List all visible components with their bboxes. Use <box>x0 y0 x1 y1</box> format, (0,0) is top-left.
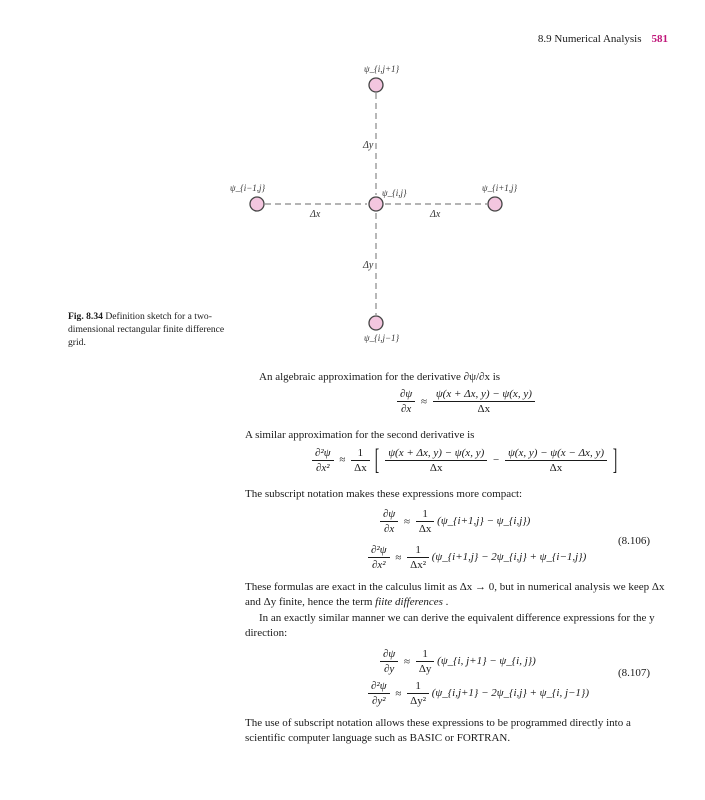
label-dy-bottom: Δy <box>363 260 374 271</box>
equation-8-106-b: $\frac{\text{∂²ψ}}{\text{∂x²}}$ ≈ $\frac{1}{\text{Δx²}}$ (ψ_{i+1,j} − 2ψ_{i,j} + ψ_{i−1,j}) <box>368 544 586 571</box>
page-number: 581 <box>651 33 668 45</box>
label-left: ψ_{i−1,j} <box>230 183 266 193</box>
caption-text: Definition sketch for a two-dimensional rectangular finite difference grid. <box>68 311 225 348</box>
label-dx-left: Δx <box>310 209 321 220</box>
grid-figure <box>0 0 705 360</box>
fraction: $\frac{\psi(x + \Delta x, y) - \psi(x, y)}{\Delta x}$ <box>433 388 535 415</box>
node-left <box>250 197 264 211</box>
label-bottom: ψ_{i,j−1} <box>364 333 400 343</box>
equation-number-8-107: (8.107) <box>618 667 651 679</box>
paragraph-1: An algebraic approximation for the derivative ∂ψ/∂x is <box>259 371 501 383</box>
node-top <box>369 78 383 92</box>
node-bottom <box>369 316 383 330</box>
equation-number-8-106: (8.106) <box>618 535 651 547</box>
equation-second-derivative: $\frac{\text{∂²ψ}}{\text{∂x²}}$ ≈ $\frac{1}{\Delta x}$ [ $\frac{\psi(x + \Delta x, y) - \psi(x, y)}{\Delta x}$ − $\frac{\psi(x, y) - \psi(x - \Delta x, y)}{\Delta x}$ ] <box>312 446 620 474</box>
label-dx-right: Δx <box>430 209 441 220</box>
italic-term: fiite differences <box>375 596 443 608</box>
paragraph-2: A similar approximation for the second derivative is <box>245 429 475 441</box>
fraction: $\frac{\partial\psi}{\partial x}$ <box>397 388 415 415</box>
node-right <box>488 197 502 211</box>
label-top: ψ_{i,j+1} <box>364 64 400 74</box>
equation-first-derivative: $\frac{\partial\psi}{\partial x}$ ≈ $\frac{\psi(x + \Delta x, y) - \psi(x, y)}{\Delta x}$ <box>397 388 535 415</box>
equation-8-107-a: $\frac{\partial\psi}{\partial y}$ ≈ $\frac{1}{\Delta y}$ (ψ_{i, j+1} − ψ_{i, j}) <box>380 648 536 675</box>
paragraph-6: The use of subscript notation allows these expressions to be programmed directly into a scientific computer language such as BASIC or FORTRAN. <box>245 717 631 744</box>
figure-caption <box>68 310 238 349</box>
caption-label: Fig. 8.34 <box>68 311 103 322</box>
equation-8-107-b: $\frac{\text{∂²ψ}}{\text{∂y²}}$ ≈ $\frac{1}{\text{Δy²}}$ (ψ_{i,j+1} − 2ψ_{i,j} + ψ_{i, j−1}) <box>368 680 589 707</box>
section-title: 8.9 Numerical Analysis <box>537 33 642 45</box>
label-dy-top: Δy <box>363 140 374 151</box>
paragraph-4: These formulas are exact in the calculus limit as Δx → 0, but in numerical analysis we keep Δx and Δy finite, hence the term fiite differences . <box>245 581 665 608</box>
node-center <box>369 197 383 211</box>
label-center: ψ_{i,j} <box>382 188 407 198</box>
label-right: ψ_{i+1,j} <box>482 183 518 193</box>
equation-8-106-a: $\frac{\partial\psi}{\partial x}$ ≈ $\frac{1}{\Delta x}$ (ψ_{i+1,j} − ψ_{i,j}) <box>380 508 530 535</box>
paragraph-3: The subscript notation makes these expressions more compact: <box>245 488 523 500</box>
paragraph-5: In an exactly similar manner we can derive the equivalent difference expressions for the y direction: <box>245 612 655 639</box>
